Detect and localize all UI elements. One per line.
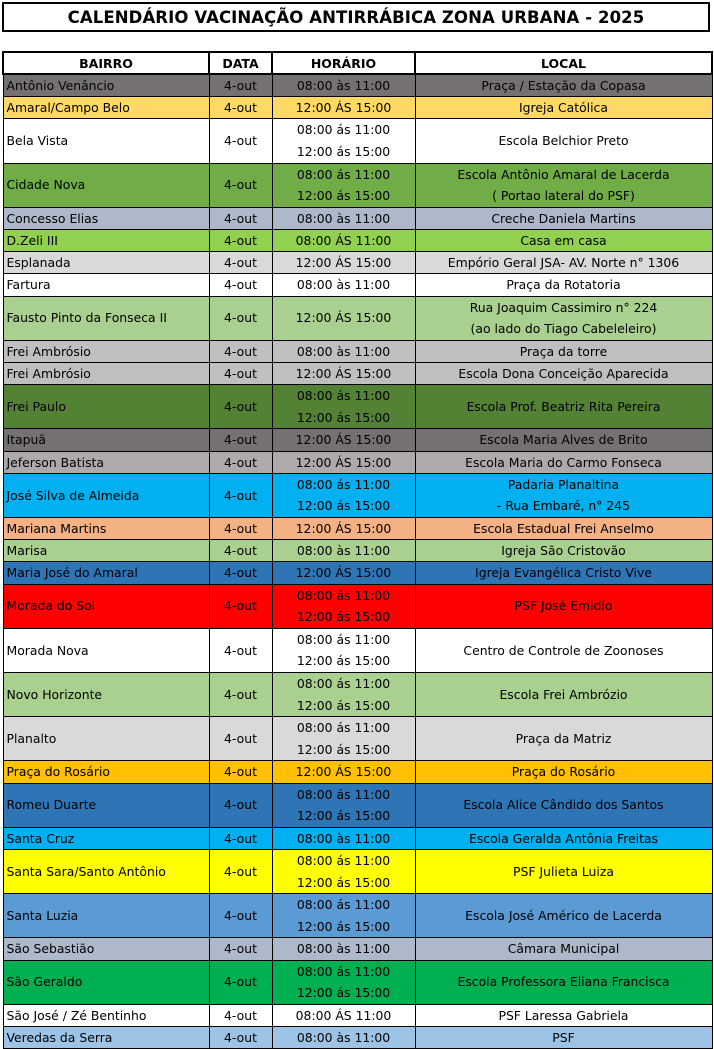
horario-cell bbox=[272, 938, 415, 960]
local-cell bbox=[415, 894, 712, 938]
local-cell-line: Escola Alice Cândido dos Santos bbox=[463, 797, 664, 813]
local-cell-line: Praça do Rosário bbox=[511, 764, 616, 780]
horario-cell-line: 12:00 ás 15:00 bbox=[296, 609, 391, 625]
horario-cell bbox=[272, 849, 415, 893]
local-cell bbox=[415, 274, 712, 296]
local-cell-line: Escola Maria do Carmo Fonseca bbox=[465, 454, 662, 470]
horario-cell-line: 08:00 ás 11:00 bbox=[296, 675, 391, 691]
local-cell bbox=[415, 827, 712, 849]
data-cell: 4-out bbox=[209, 960, 272, 1004]
horario-cell-line: 12:00 ÁS 15:00 bbox=[295, 100, 392, 116]
header-bairro: BAIRRO bbox=[3, 52, 209, 74]
horario-cell-line: 12:00 ÁS 15:00 bbox=[295, 520, 392, 536]
bairro-cell: Itapuã bbox=[3, 429, 209, 451]
horario-cell-line: 12:00 ás 15:00 bbox=[296, 918, 391, 934]
local-cell-line: Padaria Planaltina bbox=[507, 476, 620, 492]
table-row bbox=[3, 960, 712, 1004]
horario-cell bbox=[272, 451, 415, 473]
horario-cell bbox=[272, 628, 415, 672]
local-cell bbox=[415, 1004, 712, 1026]
horario-cell bbox=[272, 672, 415, 716]
data-cell: 4-out bbox=[209, 207, 272, 229]
local-cell-line: Escola Dona Conceição Aparecida bbox=[458, 365, 669, 381]
table-row bbox=[3, 938, 712, 960]
data-cell: 4-out bbox=[209, 473, 272, 517]
header-data: DATA bbox=[209, 52, 272, 74]
horario-cell bbox=[272, 97, 415, 119]
bairro-cell: Novo Horizonte bbox=[3, 672, 209, 716]
local-cell-line: (ao lado do Tiago Cabeleleiro) bbox=[470, 321, 657, 337]
table-row bbox=[3, 451, 712, 473]
horario-cell bbox=[272, 163, 415, 207]
local-cell bbox=[415, 119, 712, 163]
horario-cell-line: 08:00 às 11:00 bbox=[296, 78, 391, 93]
data-cell: 4-out bbox=[209, 628, 272, 672]
local-cell bbox=[415, 451, 712, 473]
bairro-cell: Esplanada bbox=[3, 252, 209, 274]
local-cell-line: PSF José Emidio bbox=[514, 598, 613, 614]
horario-cell bbox=[272, 74, 415, 97]
horario-cell-line: 12:00 ás 15:00 bbox=[296, 808, 391, 824]
data-cell: 4-out bbox=[209, 119, 272, 163]
local-cell-line: Casa em casa bbox=[520, 232, 607, 248]
data-cell: 4-out bbox=[209, 672, 272, 716]
data-cell: 4-out bbox=[209, 229, 272, 251]
data-cell: 4-out bbox=[209, 827, 272, 849]
local-cell bbox=[415, 938, 712, 960]
bairro-cell: Jeferson Batista bbox=[3, 451, 209, 473]
data-cell: 4-out bbox=[209, 451, 272, 473]
bairro-cell: Bela Vista bbox=[3, 119, 209, 163]
horario-cell bbox=[272, 894, 415, 938]
local-cell-line: Praça / Estação da Copasa bbox=[481, 78, 646, 93]
horario-cell-line: 12:00 ÁS 15:00 bbox=[295, 764, 392, 780]
bairro-cell: Frei Ambrósio bbox=[3, 340, 209, 362]
bairro-cell: São Geraldo bbox=[3, 960, 209, 1004]
horario-cell-line: 12:00 ás 15:00 bbox=[296, 985, 391, 1001]
horario-cell-line: 08:00 ás 11:00 bbox=[296, 476, 391, 492]
horario-cell bbox=[272, 783, 415, 827]
horario-cell bbox=[272, 119, 415, 163]
bairro-cell: Frei Paulo bbox=[3, 385, 209, 429]
local-cell bbox=[415, 362, 712, 384]
horario-cell-line: 08:00 ás 11:00 bbox=[296, 720, 391, 736]
bairro-cell: Fartura bbox=[3, 274, 209, 296]
bairro-cell: Planalto bbox=[3, 717, 209, 761]
horario-cell bbox=[272, 340, 415, 362]
horario-cell-line: 12:00 ÁS 15:00 bbox=[295, 310, 392, 326]
local-cell-line: Igreja Evangélica Cristo Vive bbox=[475, 565, 652, 581]
local-cell bbox=[415, 584, 712, 628]
horario-cell bbox=[272, 473, 415, 517]
bairro-cell: Maria José do Amaral bbox=[3, 562, 209, 584]
local-cell bbox=[415, 717, 712, 761]
local-cell-line: Escola Prof. Beatriz Rita Pereira bbox=[466, 398, 661, 414]
local-cell bbox=[415, 163, 712, 207]
table-row bbox=[3, 362, 712, 384]
table-row bbox=[3, 340, 712, 362]
table-row bbox=[3, 849, 712, 893]
horario-cell-line: 12:00 ás 15:00 bbox=[296, 741, 391, 757]
local-cell bbox=[415, 761, 712, 783]
bairro-cell: Amaral/Campo Belo bbox=[3, 97, 209, 119]
header-local: LOCAL bbox=[415, 52, 712, 74]
local-cell-line: PSF Laressa Gabriela bbox=[498, 1007, 629, 1023]
bairro-cell: Santa Cruz bbox=[3, 827, 209, 849]
local-cell bbox=[415, 562, 712, 584]
data-cell: 4-out bbox=[209, 1026, 272, 1048]
local-cell-line: Escola Frei Ambrózio bbox=[499, 686, 628, 702]
horario-cell-line: 12:00 ás 15:00 bbox=[296, 653, 391, 669]
horario-cell-line: 08:00 às 11:00 bbox=[296, 830, 391, 846]
page-title: CALENDÁRIO VACINAÇÃO ANTIRRÁBICA ZONA URBANA - 2025 bbox=[2, 2, 710, 32]
local-cell-line: ( Portao lateral do PSF) bbox=[492, 188, 635, 204]
local-cell bbox=[415, 672, 712, 716]
bairro-cell: Antônio Venâncio bbox=[3, 74, 209, 97]
horario-cell-line: 12:00 ÁS 15:00 bbox=[295, 454, 392, 470]
data-cell: 4-out bbox=[209, 1004, 272, 1026]
data-cell: 4-out bbox=[209, 562, 272, 584]
bairro-cell: Fausto Pinto da Fonseca II bbox=[3, 296, 209, 340]
data-cell: 4-out bbox=[209, 849, 272, 893]
horario-cell bbox=[272, 229, 415, 251]
horario-cell-line: 12:00 ás 15:00 bbox=[296, 409, 391, 425]
bairro-cell: Morada do Sol bbox=[3, 584, 209, 628]
horario-cell bbox=[272, 252, 415, 274]
horario-cell-line: 08:00 às 11:00 bbox=[296, 543, 391, 559]
local-cell-line: Câmara Municipal bbox=[507, 941, 620, 957]
bairro-cell: Veredas da Serra bbox=[3, 1026, 209, 1048]
table-row bbox=[3, 827, 712, 849]
table-row bbox=[3, 783, 712, 827]
bairro-cell: Concesso Elias bbox=[3, 207, 209, 229]
horario-cell-line: 08:00 às 11:00 bbox=[296, 277, 391, 293]
bairro-cell: Santa Sara/Santo Antônio bbox=[3, 849, 209, 893]
table-row bbox=[3, 584, 712, 628]
horario-cell-line: 12:00 ÁS 15:00 bbox=[295, 255, 392, 271]
local-cell-line: Praça da Matriz bbox=[515, 730, 612, 746]
horario-cell bbox=[272, 761, 415, 783]
local-cell bbox=[415, 473, 712, 517]
local-cell bbox=[415, 74, 712, 97]
local-cell-line: Igreja Católica bbox=[519, 100, 608, 116]
table-row bbox=[3, 473, 712, 517]
data-cell: 4-out bbox=[209, 362, 272, 384]
local-cell-line: - Rua Embaré, n° 245 bbox=[496, 498, 631, 514]
local-cell bbox=[415, 97, 712, 119]
local-cell-line: Escola Geralda Antônia Freitas bbox=[468, 830, 659, 846]
data-cell: 4-out bbox=[209, 296, 272, 340]
bairro-cell: Frei Ambrósio bbox=[3, 362, 209, 384]
table-body bbox=[3, 74, 712, 1049]
horario-cell bbox=[272, 385, 415, 429]
horario-cell-line: 12:00 ás 15:00 bbox=[296, 498, 391, 514]
local-cell bbox=[415, 540, 712, 562]
horario-cell-line: 08:00 às 11:00 bbox=[296, 210, 391, 226]
bairro-cell: Morada Nova bbox=[3, 628, 209, 672]
horario-cell-line: 08:00 às 11:00 bbox=[296, 941, 391, 957]
table-header-row bbox=[3, 52, 712, 74]
bairro-cell: Mariana Martins bbox=[3, 517, 209, 539]
horario-cell-line: 08:00 às 11:00 bbox=[296, 343, 391, 359]
horario-cell bbox=[272, 429, 415, 451]
horario-cell-line: 08:00 ás 11:00 bbox=[296, 631, 391, 647]
bairro-cell: Santa Luzia bbox=[3, 894, 209, 938]
table-row bbox=[3, 562, 712, 584]
table-row bbox=[3, 385, 712, 429]
horario-cell-line: 12:00 ás 15:00 bbox=[296, 188, 391, 204]
data-cell: 4-out bbox=[209, 938, 272, 960]
table-row bbox=[3, 1026, 712, 1048]
table-row bbox=[3, 252, 712, 274]
data-cell: 4-out bbox=[209, 517, 272, 539]
local-cell-line: Creche Daniela Martins bbox=[491, 210, 636, 226]
local-cell-line: Praça da torre bbox=[519, 343, 608, 359]
table-row bbox=[3, 894, 712, 938]
horario-cell-line: 12:00 ás 15:00 bbox=[296, 144, 391, 159]
bairro-cell: D.Zeli III bbox=[3, 229, 209, 251]
bairro-cell: Cidade Nova bbox=[3, 163, 209, 207]
horario-cell-line: 08:00 ás 11:00 bbox=[296, 122, 391, 138]
local-cell bbox=[415, 628, 712, 672]
horario-cell-line: 08:00 ás 11:00 bbox=[296, 897, 391, 913]
local-cell bbox=[415, 252, 712, 274]
local-cell-line: PSF Julieta Luiza bbox=[513, 863, 614, 879]
local-cell-line: Igreja São Cristovão bbox=[501, 543, 626, 559]
bairro-cell: São Sebastião bbox=[3, 938, 209, 960]
data-cell: 4-out bbox=[209, 540, 272, 562]
bairro-cell: São José / Zé Bentinho bbox=[3, 1004, 209, 1026]
local-cell bbox=[415, 385, 712, 429]
horario-cell-line: 08:00 ás 11:00 bbox=[296, 852, 391, 868]
horario-cell bbox=[272, 517, 415, 539]
horario-cell-line: 12:00 ÁS 15:00 bbox=[295, 365, 392, 381]
data-cell: 4-out bbox=[209, 783, 272, 827]
horario-cell-line: 12:00 ÁS 15:00 bbox=[295, 432, 392, 448]
local-cell bbox=[415, 783, 712, 827]
local-cell-line: Escola Belchior Preto bbox=[498, 133, 629, 149]
local-cell bbox=[415, 849, 712, 893]
local-cell bbox=[415, 229, 712, 251]
table-row bbox=[3, 672, 712, 716]
horario-cell-line: 12:00 ÁS 15:00 bbox=[295, 565, 392, 581]
local-cell-line: Escola Professora Eliana Francisca bbox=[457, 974, 670, 990]
data-cell: 4-out bbox=[209, 584, 272, 628]
horario-cell bbox=[272, 274, 415, 296]
local-cell-line: Escola Estadual Frei Anselmo bbox=[473, 520, 654, 536]
table-row bbox=[3, 274, 712, 296]
table-row bbox=[3, 163, 712, 207]
local-cell-line: Escola Maria Alves de Brito bbox=[479, 432, 648, 448]
bairro-cell: Romeu Duarte bbox=[3, 783, 209, 827]
local-cell bbox=[415, 429, 712, 451]
data-cell: 4-out bbox=[209, 340, 272, 362]
table-row bbox=[3, 517, 712, 539]
data-cell: 4-out bbox=[209, 97, 272, 119]
data-cell: 4-out bbox=[209, 163, 272, 207]
horario-cell bbox=[272, 362, 415, 384]
data-cell: 4-out bbox=[209, 761, 272, 783]
local-cell-line: Escola Antônio Amaral de Lacerda bbox=[457, 166, 670, 182]
local-cell bbox=[415, 340, 712, 362]
local-cell bbox=[415, 296, 712, 340]
local-cell bbox=[415, 960, 712, 1004]
horario-cell bbox=[272, 717, 415, 761]
horario-cell bbox=[272, 1026, 415, 1048]
horario-cell-line: 08:00 ás 11:00 bbox=[296, 388, 391, 404]
data-cell: 4-out bbox=[209, 385, 272, 429]
horario-cell-line: 08:00 ÁS 11:00 bbox=[295, 1007, 392, 1023]
horario-cell-line: 12:00 ás 15:00 bbox=[296, 697, 391, 713]
bairro-cell: José Silva de Almeida bbox=[3, 473, 209, 517]
local-cell-line: Rua Joaquim Cassimiro n° 224 bbox=[469, 299, 658, 315]
horario-cell-line: 08:00 ás 11:00 bbox=[296, 166, 391, 182]
horario-cell-line: 08:00 ás 11:00 bbox=[296, 587, 391, 603]
table-row bbox=[3, 429, 712, 451]
horario-cell-line: 12:00 ás 15:00 bbox=[296, 874, 391, 890]
table-row bbox=[3, 97, 712, 119]
data-cell: 4-out bbox=[209, 717, 272, 761]
local-cell-line: Praça da Rotatoria bbox=[506, 277, 621, 293]
vaccination-schedule-table bbox=[2, 51, 713, 1049]
horario-cell bbox=[272, 584, 415, 628]
table-row bbox=[3, 74, 712, 97]
table-row bbox=[3, 229, 712, 251]
horario-cell bbox=[272, 827, 415, 849]
local-cell bbox=[415, 207, 712, 229]
local-cell-line: Centro de Controle de Zoonoses bbox=[463, 642, 664, 658]
table-row bbox=[3, 1004, 712, 1026]
table-row bbox=[3, 717, 712, 761]
data-cell: 4-out bbox=[209, 429, 272, 451]
data-cell: 4-out bbox=[209, 74, 272, 97]
horario-cell bbox=[272, 562, 415, 584]
horario-cell bbox=[272, 296, 415, 340]
table-row bbox=[3, 207, 712, 229]
local-cell-line: Escola José Américo de Lacerda bbox=[465, 907, 662, 923]
local-cell-line: PSF bbox=[552, 1029, 575, 1045]
horario-cell bbox=[272, 1004, 415, 1026]
table-row bbox=[3, 761, 712, 783]
table-row bbox=[3, 296, 712, 340]
horario-cell-line: 08:00 às 11:00 bbox=[296, 1029, 391, 1045]
local-cell bbox=[415, 1026, 712, 1048]
local-cell bbox=[415, 517, 712, 539]
horario-cell bbox=[272, 960, 415, 1004]
table-row bbox=[3, 119, 712, 163]
horario-cell-line: 08:00 ás 11:00 bbox=[296, 786, 391, 802]
horario-cell-line: 08:00 ás 11:00 bbox=[296, 963, 391, 979]
data-cell: 4-out bbox=[209, 274, 272, 296]
local-cell-line: Empório Geral JSA- AV. Norte n° 1306 bbox=[447, 255, 680, 271]
header-horario: HORÁRIO bbox=[272, 52, 415, 74]
horario-cell bbox=[272, 540, 415, 562]
horario-cell-line: 08:00 ÁS 11:00 bbox=[295, 232, 392, 248]
horario-cell bbox=[272, 207, 415, 229]
bairro-cell: Praça do Rosário bbox=[3, 761, 209, 783]
data-cell: 4-out bbox=[209, 252, 272, 274]
table-row bbox=[3, 628, 712, 672]
table-row bbox=[3, 540, 712, 562]
data-cell: 4-out bbox=[209, 894, 272, 938]
bairro-cell: Marisa bbox=[3, 540, 209, 562]
